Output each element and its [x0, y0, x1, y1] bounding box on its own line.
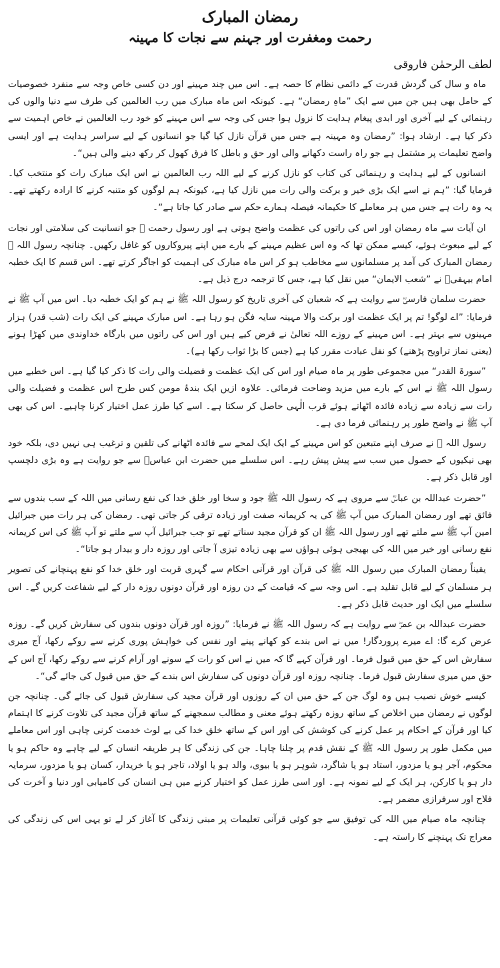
article-paragraph: چنانچہ ماہ صیام میں اللہ کی توفیق سے جو کوئی قرآنی تعلیمات پر مبنی زندگی کا آغاز کر لے تو یہی اس کی زندگی کی معراج تک پہنچنے کا راستہ ہے۔	[8, 814, 492, 843]
article-paragraph: کیسے خوش نصیب ہیں وہ لوگ جن کے حق میں ان کے روزوں اور قرآن مجید کی سفارش قبول کی جائے گی۔ چنانچہ جن لوگوں نے رمضان میں اخلاص کے ساتھ روزہ رکھتے ہوئے معنی و مطالب سمجھنے کے ساتھ قرآن مجید کی تلاوت کرنے کا اہتمام کیا اور قرآن کے احکام پر عمل کرنے کی کوشش کی اور اس کے ساتھ خلق خدا کی بے لوث خدمت کرنی چاہی اور اس معاملے میں مکمل طور پر رسول اللہ ﷺ کے نقش قدم پر چلنا چاہا۔ جن کی زندگی کا ہر طریقہ انسان کے لیے چاہے وہ حاکم ہو یا محکوم، آجر ہو یا مزدور، استاد ہو یا شاگرد، شوہر ہو یا بیوی، والد ہو یا اولاد، تاجر ہو یا خریدار، کسان ہو یا مزدور، سرمایہ دار ہو یا کارکن، ہر ایک کے لیے نمونہ ہے۔ اور اسی طرز عمل کو اختیار کرنے میں ہی انسان کی کامیابی اور دنیا و آخرت کی فلاح اور سرفرازی مضمر ہے۔	[8, 690, 492, 806]
article-paragraph: یقیناً رمضان المبارک میں رسول اللہ ﷺ کی قرآن اور قرآنی احکام سے گہری قربت اور خلق خدا کو نفع پہنچانے کی تصویر ہر مسلمان کے لیے قابل تقلید ہے۔ اس وجہ سے کہ قیامت کے دن روزہ اور قرآن دونوں روزہ دار کے لیے شفاعت کریں گے۔ اس سلسلے میں ایک اور حدیث قابل ذکر ہے۔	[8, 564, 492, 610]
article-paragraph: حضرت عبداللہ بن عمرؓ سے روایت ہے کہ رسول اللہ ﷺ نے فرمایا: ”روزہ اور قرآن دونوں بندوں کی سفارش کریں گے۔ روزہ عرض کرے گا: اے میرے پروردگار! میں نے اس بندے کو کھانے پینے اور نفس کی خواہش پوری کرنے سے روکے رکھا، آج میری سفارش اس کے حق میں قبول فرما۔ اور قرآن کہے گا کہ میں نے اس کو رات کے سونے اور آرام کرنے سے روکے رکھا، آج اس کے حق میں میری سفارش قبول فرما۔ چنانچہ روزہ اور قرآن دونوں کی سفارش اس بندے کے حق میں قبول کی جائے گی“۔	[8, 619, 492, 682]
article-subtitle: رحمت ومغفرت اور جہنم سے نجات کا مہینہ	[128, 31, 372, 46]
article-paragraph: ماہ و سال کی گردش قدرت کے دائمی نظام کا حصہ ہے۔ اس میں چند مہینے اور دن کسی خاص وجہ سے منفرد خصوصیات کے حامل بھی ہیں جن میں سے ایک ”ماہِ رمضان“ ہے۔ کیونکہ اس ماہ مبارک میں رب العالمین کی طرف سے دنیا والوں کی رہنمائی کے لیے آخری اور ابدی پیغام ہدایت کا نزول ہوا جس کی وجہ سے اس مہینے کو خود رب العالمین نے خاص اہمیت سے ذکر کیا ہے۔ ارشاد ہوا: ”رمضان وہ مہینہ ہے جس میں قرآن نازل کیا گیا جو انسانوں کے لیے سراسر ہدایت ہے اور ایسی واضح تعلیمات پر مشتمل ہے جو راہ راست دکھانے والی اور حق و باطل کا فرق کھول کر رکھ دینے والی ہیں“۔	[8, 79, 492, 159]
article-paragraph: انسانوں کے لیے ہدایت و رہنمائی کی کتاب کو نازل کرنے کے لیے اللہ رب العالمین نے اس ایک مبارک رات کو منتخب کیا۔ فرمایا گیا: ”ہم نے اسے ایک بڑی خیر و برکت والی رات میں نازل کیا ہے، کیونکہ ہم لوگوں کو متنبہ کرنے کا ارادہ رکھتے تھے۔ یہ وہ رات ہے جس میں ہر معاملے کا حکیمانہ فیصلہ ہمارے حکم سے صادر کیا جاتا ہے“۔	[8, 168, 492, 214]
article-paragraph: ان آیات سے ماہ رمضان اور اس کی راتوں کی عظمت واضح ہوتی ہے اور رسول رحمت ﷺ جو انسانیت کی سلامتی اور نجات کے لیے مبعوث ہوئے، کیسے ممکن تھا کہ وہ اس عظیم مہینے کے بارے میں اپنے پیروکاروں کو غافل رکھیں۔ چنانچہ رسول اللہ ﷺ رمضان المبارک کی آمد پر مسلمانوں سے مخاطب ہو کر اس ماہ مبارک کی اہمیت کو اجاگر کرتے تھے۔ اس قسم کا ایک خطبہ امام بیہقیؒ نے ”شعب الایمان“ میں نقل کیا ہے، جس کا ترجمہ درج ذیل ہے۔	[8, 222, 492, 286]
article-paragraph: ”حضرت عبداللہ بن عباسؓ سے مروی ہے کہ رسول اللہ ﷺ جود و سخا اور خلق خدا کی نفع رسانی میں اللہ کے سب بندوں سے فائق تھے اور رمضان المبارک میں آپ ﷺ کی یہ کریمانہ صفت اور زیادہ ترقی کر جاتی تھی۔ رمضان کی ہر رات میں جبرائیل امین آپ ﷺ سے ملتے تھے اور رسول اللہ ﷺ ان کو قرآن مجید سناتے تھے تو جب جبرائیل آپ سے ملتے تو آپ ﷺ کی اس کریمانہ نفع رسانی اور خیر میں اللہ کی بھیجی ہوئی ہواؤں سے بھی زیادہ تیزی آ جاتی اور روزہ دار و بیدار ہو جاتا“۔	[8, 492, 492, 556]
article-title: رمضان المبارک	[201, 8, 299, 26]
article-body	[8, 76, 492, 846]
article-paragraph: رسول اللہ ﷺ نے صرف اپنے متبعین کو اس مہینے کے ایک ایک لمحے سے فائدہ اٹھانے کی تلقین و ترغیب ہی نہیں دی، بلکہ خود بھی نیکیوں کے حصول میں سب سے پیش پیش رہے۔ اس سلسلے میں حضرت ابن عباسؓ سے جو روایت ہے وہ بڑی دلچسپ اور قابل ذکر ہے۔	[8, 438, 492, 484]
article-author: لطف الرحمٰن فاروقی	[393, 58, 492, 71]
article-paragraph: حضرت سلمان فارسیؓ سے روایت ہے کہ شعبان کی آخری تاریخ کو رسول اللہ ﷺ نے ہم کو ایک خطبہ دیا۔ اس میں آپ ﷺ نے فرمایا: ”اے لوگو! تم پر ایک عظمت اور برکت والا مہینہ سایہ فگن ہو رہا ہے۔ اس مبارک مہینے کی ایک رات (شب قدر) ہزار مہینوں سے بہتر ہے۔ اس مہینے کے روزے اللہ تعالیٰ نے فرض کیے ہیں اور اس کی راتوں میں بارگاہ خداوندی میں کھڑا ہونے (یعنی نماز تراویح پڑھنے) کو نفل عبادت مقرر کیا ہے (جس کا بڑا ثواب رکھا ہے)۔	[8, 294, 492, 358]
article-paragraph: ”سورۃ القدر“ میں مجموعی طور پر ماہ صیام اور اس کی ایک عظمت و فضیلت والی رات کا ذکر کیا گیا ہے۔ اس خطبے میں رسول اللہ ﷺ نے اس کے بارے میں مزید وضاحت فرمائی۔ علاوہ ازیں ایک بندۂ مومن کس طرح اس عظمت و فضیلت والی رات سے زیادہ سے زیادہ فائدہ اٹھاتے ہوئے قرب الٰہی حاصل کر سکتا ہے۔ اسے کیا طرز عمل اختیار کرنا چاہیے۔ اس کی بھی آپ ﷺ نے واضح طور پر رہنمائی فرما دی ہے۔	[8, 366, 492, 429]
